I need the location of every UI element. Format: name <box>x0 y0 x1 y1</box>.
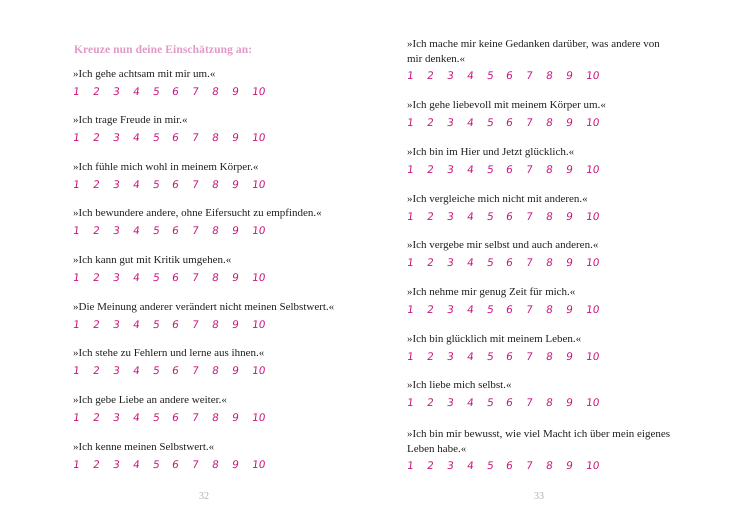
page-heading: Kreuze nun deine Einschätzung an: <box>74 44 253 56</box>
rating-scale <box>73 130 272 146</box>
rating-scale <box>73 363 272 379</box>
rating-option-1[interactable]: 1 <box>406 350 415 363</box>
rating-scale <box>407 115 677 131</box>
rating-option-1[interactable]: 1 <box>406 256 415 269</box>
rating-option-7[interactable]: 7 <box>191 364 200 377</box>
rating-option-4[interactable]: 4 <box>465 303 475 316</box>
rating-option-7[interactable]: 7 <box>191 131 200 144</box>
rating-option-6[interactable]: 6 <box>171 131 180 144</box>
statement-text: »Ich liebe mich selbst.« <box>407 379 512 391</box>
rating-option-9[interactable]: 9 <box>565 460 574 472</box>
statement-text: »Ich bin mir bewusst, wie viel Macht ich über mein eigenes Leben habe.« <box>407 428 671 455</box>
rating-option-6[interactable]: 6 <box>505 256 514 269</box>
rating-option-7[interactable]: 7 <box>525 396 534 409</box>
rating-option-1[interactable]: 1 <box>406 116 415 129</box>
statement-item <box>407 192 677 225</box>
rating-option-2[interactable]: 2 <box>92 458 101 471</box>
rating-option-10[interactable]: 10 <box>251 411 267 424</box>
rating-option-7[interactable]: 7 <box>525 116 534 129</box>
statement-item <box>407 427 677 474</box>
rating-option-2[interactable]: 2 <box>92 131 101 144</box>
rating-scale <box>407 349 677 365</box>
statement-text: »Ich bin im Hier und Jetzt glücklich.« <box>407 146 575 158</box>
rating-option-3[interactable]: 3 <box>111 178 121 191</box>
statement-text: »Ich stehe zu Fehlern und lerne aus ihnen.« <box>73 347 265 359</box>
rating-scale <box>73 177 272 193</box>
rating-option-4[interactable]: 4 <box>131 458 141 471</box>
rating-option-1[interactable]: 1 <box>72 131 81 144</box>
statement-item <box>73 113 272 146</box>
statement-text: »Ich fühle mich wohl in meinem Körper.« <box>73 161 259 173</box>
rating-option-10[interactable]: 10 <box>251 178 267 191</box>
rating-option-8[interactable]: 8 <box>545 116 554 129</box>
rating-option-2[interactable]: 2 <box>92 318 101 331</box>
rating-option-2[interactable]: 2 <box>426 303 435 316</box>
rating-option-1[interactable]: 1 <box>406 163 415 176</box>
rating-option-3[interactable]: 3 <box>111 224 121 237</box>
rating-option-6[interactable]: 6 <box>171 85 180 98</box>
rating-option-7[interactable]: 7 <box>525 70 534 82</box>
rating-option-4[interactable]: 4 <box>465 210 475 223</box>
rating-option-4[interactable]: 4 <box>131 131 141 144</box>
rating-option-7[interactable]: 7 <box>525 210 534 223</box>
rating-option-1[interactable]: 1 <box>72 178 81 191</box>
statement-text: »Ich trage Freude in mir.« <box>73 114 188 126</box>
rating-option-2[interactable]: 2 <box>92 85 101 98</box>
rating-option-5[interactable]: 5 <box>485 163 495 176</box>
rating-option-4[interactable]: 4 <box>131 224 141 237</box>
rating-option-6[interactable]: 6 <box>171 224 180 237</box>
rating-option-10[interactable]: 10 <box>251 85 267 98</box>
rating-option-9[interactable]: 9 <box>231 131 240 144</box>
rating-option-5[interactable]: 5 <box>485 70 495 82</box>
statement-text: »Ich kann gut mit Kritik umgehen.« <box>73 254 232 266</box>
rating-option-4[interactable]: 4 <box>131 411 141 424</box>
statement-item <box>407 98 677 131</box>
rating-option-7[interactable]: 7 <box>191 458 200 471</box>
rating-option-9[interactable]: 9 <box>565 210 574 223</box>
statement-item <box>407 145 677 178</box>
rating-option-10[interactable]: 10 <box>251 458 267 471</box>
statement-item <box>407 332 677 365</box>
rating-option-6[interactable]: 6 <box>505 163 514 176</box>
rating-option-10[interactable]: 10 <box>585 303 601 316</box>
rating-option-4[interactable]: 4 <box>131 364 141 377</box>
rating-option-9[interactable]: 9 <box>231 318 240 331</box>
rating-option-10[interactable]: 10 <box>585 256 601 269</box>
rating-option-10[interactable]: 10 <box>585 163 601 176</box>
rating-option-1[interactable]: 1 <box>406 210 415 223</box>
rating-option-8[interactable]: 8 <box>211 411 220 424</box>
statement-text: »Ich bin glücklich mit meinem Leben.« <box>407 333 582 345</box>
rating-option-7[interactable]: 7 <box>525 163 534 176</box>
rating-scale <box>73 84 272 100</box>
rating-option-5[interactable]: 5 <box>151 85 161 98</box>
rating-option-3[interactable]: 3 <box>445 70 455 82</box>
rating-option-4[interactable]: 4 <box>131 178 141 191</box>
rating-option-9[interactable]: 9 <box>231 224 240 237</box>
rating-option-3[interactable]: 3 <box>445 350 455 363</box>
rating-option-7[interactable]: 7 <box>191 318 200 331</box>
rating-option-4[interactable]: 4 <box>465 350 475 363</box>
statement-text: »Ich vergleiche mich nicht mit anderen.« <box>407 193 588 205</box>
rating-option-1[interactable]: 1 <box>406 460 415 472</box>
rating-scale <box>73 457 272 473</box>
rating-option-7[interactable]: 7 <box>525 350 534 363</box>
rating-option-7[interactable]: 7 <box>525 256 534 269</box>
rating-option-6[interactable]: 6 <box>505 396 514 409</box>
rating-option-3[interactable]: 3 <box>445 116 455 129</box>
rating-option-3[interactable]: 3 <box>111 85 121 98</box>
rating-option-8[interactable]: 8 <box>545 70 554 82</box>
rating-option-10[interactable]: 10 <box>585 116 601 129</box>
rating-option-2[interactable]: 2 <box>426 350 435 363</box>
statement-text: »Ich mache mir keine Gedanken darüber, was andere von mir denken.« <box>407 38 660 65</box>
rating-option-8[interactable]: 8 <box>211 364 220 377</box>
statement-item <box>73 440 272 473</box>
rating-scale <box>73 317 334 333</box>
rating-option-5[interactable]: 5 <box>151 318 161 331</box>
rating-option-7[interactable]: 7 <box>191 271 200 284</box>
rating-option-6[interactable]: 6 <box>171 364 180 377</box>
statement-item <box>73 346 272 379</box>
statement-text: »Ich gebe Liebe an andere weiter.« <box>73 394 227 406</box>
rating-option-1[interactable]: 1 <box>72 364 81 377</box>
rating-option-8[interactable]: 8 <box>545 350 554 363</box>
rating-option-1[interactable]: 1 <box>72 271 81 284</box>
rating-option-3[interactable]: 3 <box>445 210 455 223</box>
rating-option-6[interactable]: 6 <box>171 271 180 284</box>
rating-option-2[interactable]: 2 <box>426 163 435 176</box>
rating-option-1[interactable]: 1 <box>72 224 81 237</box>
rating-option-10[interactable]: 10 <box>585 70 601 82</box>
rating-option-3[interactable]: 3 <box>111 411 121 424</box>
rating-option-7[interactable]: 7 <box>191 85 200 98</box>
page-number-right: 33 <box>534 491 544 502</box>
rating-scale <box>407 458 677 474</box>
rating-option-6[interactable]: 6 <box>505 350 514 363</box>
rating-option-9[interactable]: 9 <box>231 458 240 471</box>
rating-option-10[interactable]: 10 <box>251 271 267 284</box>
rating-option-7[interactable]: 7 <box>525 303 534 316</box>
rating-option-1[interactable]: 1 <box>406 396 415 409</box>
rating-option-4[interactable]: 4 <box>465 163 475 176</box>
rating-option-5[interactable]: 5 <box>485 210 495 223</box>
rating-option-2[interactable]: 2 <box>426 256 435 269</box>
rating-option-3[interactable]: 3 <box>111 271 121 284</box>
statement-item <box>407 37 677 84</box>
rating-option-3[interactable]: 3 <box>111 458 121 471</box>
statement-item <box>73 253 272 286</box>
rating-option-5[interactable]: 5 <box>151 224 161 237</box>
rating-option-8[interactable]: 8 <box>211 458 220 471</box>
rating-option-1[interactable]: 1 <box>72 85 81 98</box>
rating-option-6[interactable]: 6 <box>171 411 180 424</box>
rating-option-1[interactable]: 1 <box>72 458 81 471</box>
rating-option-1[interactable]: 1 <box>406 303 415 316</box>
statement-item <box>73 300 334 333</box>
rating-option-6[interactable]: 6 <box>171 178 180 191</box>
rating-option-4[interactable]: 4 <box>131 318 141 331</box>
statement-text: »Ich bewundere andere, ohne Eifersucht zu empfinden.« <box>73 207 322 219</box>
rating-option-4[interactable]: 4 <box>131 85 141 98</box>
rating-option-8[interactable]: 8 <box>211 85 220 98</box>
rating-option-8[interactable]: 8 <box>545 460 554 472</box>
rating-option-10[interactable]: 10 <box>585 396 601 409</box>
rating-option-7[interactable]: 7 <box>191 224 200 237</box>
rating-option-9[interactable]: 9 <box>565 303 574 316</box>
rating-option-2[interactable]: 2 <box>92 271 101 284</box>
rating-option-2[interactable]: 2 <box>426 210 435 223</box>
rating-option-10[interactable]: 10 <box>585 210 601 223</box>
rating-option-6[interactable]: 6 <box>505 116 514 129</box>
rating-option-3[interactable]: 3 <box>445 303 455 316</box>
rating-option-9[interactable]: 9 <box>565 70 574 82</box>
rating-option-2[interactable]: 2 <box>92 224 101 237</box>
rating-scale <box>73 410 272 426</box>
rating-option-1[interactable]: 1 <box>406 70 415 82</box>
statement-item <box>73 393 272 426</box>
rating-option-5[interactable]: 5 <box>151 178 161 191</box>
rating-option-10[interactable]: 10 <box>585 460 601 472</box>
rating-option-5[interactable]: 5 <box>151 131 161 144</box>
statement-text: »Ich gehe achtsam mit mir um.« <box>73 68 216 80</box>
rating-option-5[interactable]: 5 <box>485 116 495 129</box>
rating-option-3[interactable]: 3 <box>445 256 455 269</box>
statement-item <box>73 67 272 100</box>
rating-option-8[interactable]: 8 <box>545 210 554 223</box>
page-number-left: 32 <box>199 491 209 502</box>
rating-option-9[interactable]: 9 <box>565 350 574 363</box>
rating-option-10[interactable]: 10 <box>585 350 601 363</box>
rating-option-3[interactable]: 3 <box>111 318 121 331</box>
rating-option-9[interactable]: 9 <box>231 364 240 377</box>
rating-option-5[interactable]: 5 <box>485 396 495 409</box>
rating-option-9[interactable]: 9 <box>231 178 240 191</box>
statement-text: »Ich gehe liebevoll mit meinem Körper um.« <box>407 99 606 111</box>
rating-scale <box>407 162 677 178</box>
rating-option-9[interactable]: 9 <box>231 85 240 98</box>
rating-option-1[interactable]: 1 <box>72 318 81 331</box>
rating-option-2[interactable]: 2 <box>426 460 435 472</box>
rating-option-6[interactable]: 6 <box>505 70 514 82</box>
rating-scale <box>73 270 272 286</box>
rating-option-10[interactable]: 10 <box>251 364 267 377</box>
rating-option-5[interactable]: 5 <box>485 303 495 316</box>
statement-text: »Ich kenne meinen Selbstwert.« <box>73 441 215 453</box>
rating-option-9[interactable]: 9 <box>231 411 240 424</box>
rating-option-5[interactable]: 5 <box>151 411 161 424</box>
rating-option-8[interactable]: 8 <box>545 256 554 269</box>
rating-scale <box>407 68 677 84</box>
statement-text: »Ich vergebe mir selbst und auch anderen.« <box>407 239 599 251</box>
rating-option-7[interactable]: 7 <box>191 178 200 191</box>
statement-item <box>73 160 272 193</box>
rating-option-5[interactable]: 5 <box>485 256 495 269</box>
rating-option-4[interactable]: 4 <box>465 256 475 269</box>
rating-scale <box>407 302 677 318</box>
rating-option-8[interactable]: 8 <box>211 224 220 237</box>
right-page <box>375 0 750 530</box>
rating-option-7[interactable]: 7 <box>525 460 534 472</box>
rating-option-9[interactable]: 9 <box>565 116 574 129</box>
rating-option-4[interactable]: 4 <box>465 116 475 129</box>
rating-option-6[interactable]: 6 <box>505 210 514 223</box>
rating-option-8[interactable]: 8 <box>545 163 554 176</box>
rating-option-6[interactable]: 6 <box>505 460 514 472</box>
rating-option-9[interactable]: 9 <box>565 163 574 176</box>
rating-option-2[interactable]: 2 <box>426 396 435 409</box>
rating-option-3[interactable]: 3 <box>111 364 121 377</box>
rating-option-6[interactable]: 6 <box>505 303 514 316</box>
rating-scale <box>73 223 322 239</box>
rating-option-8[interactable]: 8 <box>211 271 220 284</box>
rating-option-10[interactable]: 10 <box>251 318 267 331</box>
rating-option-2[interactable]: 2 <box>426 116 435 129</box>
rating-option-10[interactable]: 10 <box>251 224 267 237</box>
rating-option-1[interactable]: 1 <box>72 411 81 424</box>
rating-option-8[interactable]: 8 <box>545 303 554 316</box>
statement-item <box>407 378 677 411</box>
rating-option-7[interactable]: 7 <box>191 411 200 424</box>
rating-option-10[interactable]: 10 <box>251 131 267 144</box>
rating-option-8[interactable]: 8 <box>211 131 220 144</box>
rating-option-5[interactable]: 5 <box>151 271 161 284</box>
rating-option-2[interactable]: 2 <box>92 178 101 191</box>
statement-item <box>73 206 322 239</box>
rating-option-6[interactable]: 6 <box>171 458 180 471</box>
rating-option-2[interactable]: 2 <box>426 70 435 82</box>
rating-option-8[interactable]: 8 <box>545 396 554 409</box>
rating-option-4[interactable]: 4 <box>465 460 475 472</box>
rating-option-4[interactable]: 4 <box>131 271 141 284</box>
rating-option-8[interactable]: 8 <box>211 178 220 191</box>
rating-option-3[interactable]: 3 <box>445 460 455 472</box>
rating-option-2[interactable]: 2 <box>92 364 101 377</box>
rating-option-5[interactable]: 5 <box>151 458 161 471</box>
rating-option-9[interactable]: 9 <box>565 396 574 409</box>
rating-option-9[interactable]: 9 <box>565 256 574 269</box>
rating-option-6[interactable]: 6 <box>171 318 180 331</box>
statement-item <box>407 238 677 271</box>
rating-option-4[interactable]: 4 <box>465 396 475 409</box>
rating-option-2[interactable]: 2 <box>92 411 101 424</box>
rating-scale <box>407 209 677 225</box>
rating-option-8[interactable]: 8 <box>211 318 220 331</box>
rating-option-5[interactable]: 5 <box>485 350 495 363</box>
statement-item <box>407 285 677 318</box>
rating-scale <box>407 395 677 411</box>
rating-option-9[interactable]: 9 <box>231 271 240 284</box>
rating-option-5[interactable]: 5 <box>485 460 495 472</box>
rating-option-3[interactable]: 3 <box>111 131 121 144</box>
rating-option-3[interactable]: 3 <box>445 163 455 176</box>
statement-text: »Die Meinung anderer verändert nicht meinen Selbstwert.« <box>73 301 335 313</box>
rating-option-5[interactable]: 5 <box>151 364 161 377</box>
rating-option-3[interactable]: 3 <box>445 396 455 409</box>
statement-text: »Ich nehme mir genug Zeit für mich.« <box>407 286 576 298</box>
rating-scale <box>407 255 677 271</box>
rating-option-4[interactable]: 4 <box>465 70 475 82</box>
